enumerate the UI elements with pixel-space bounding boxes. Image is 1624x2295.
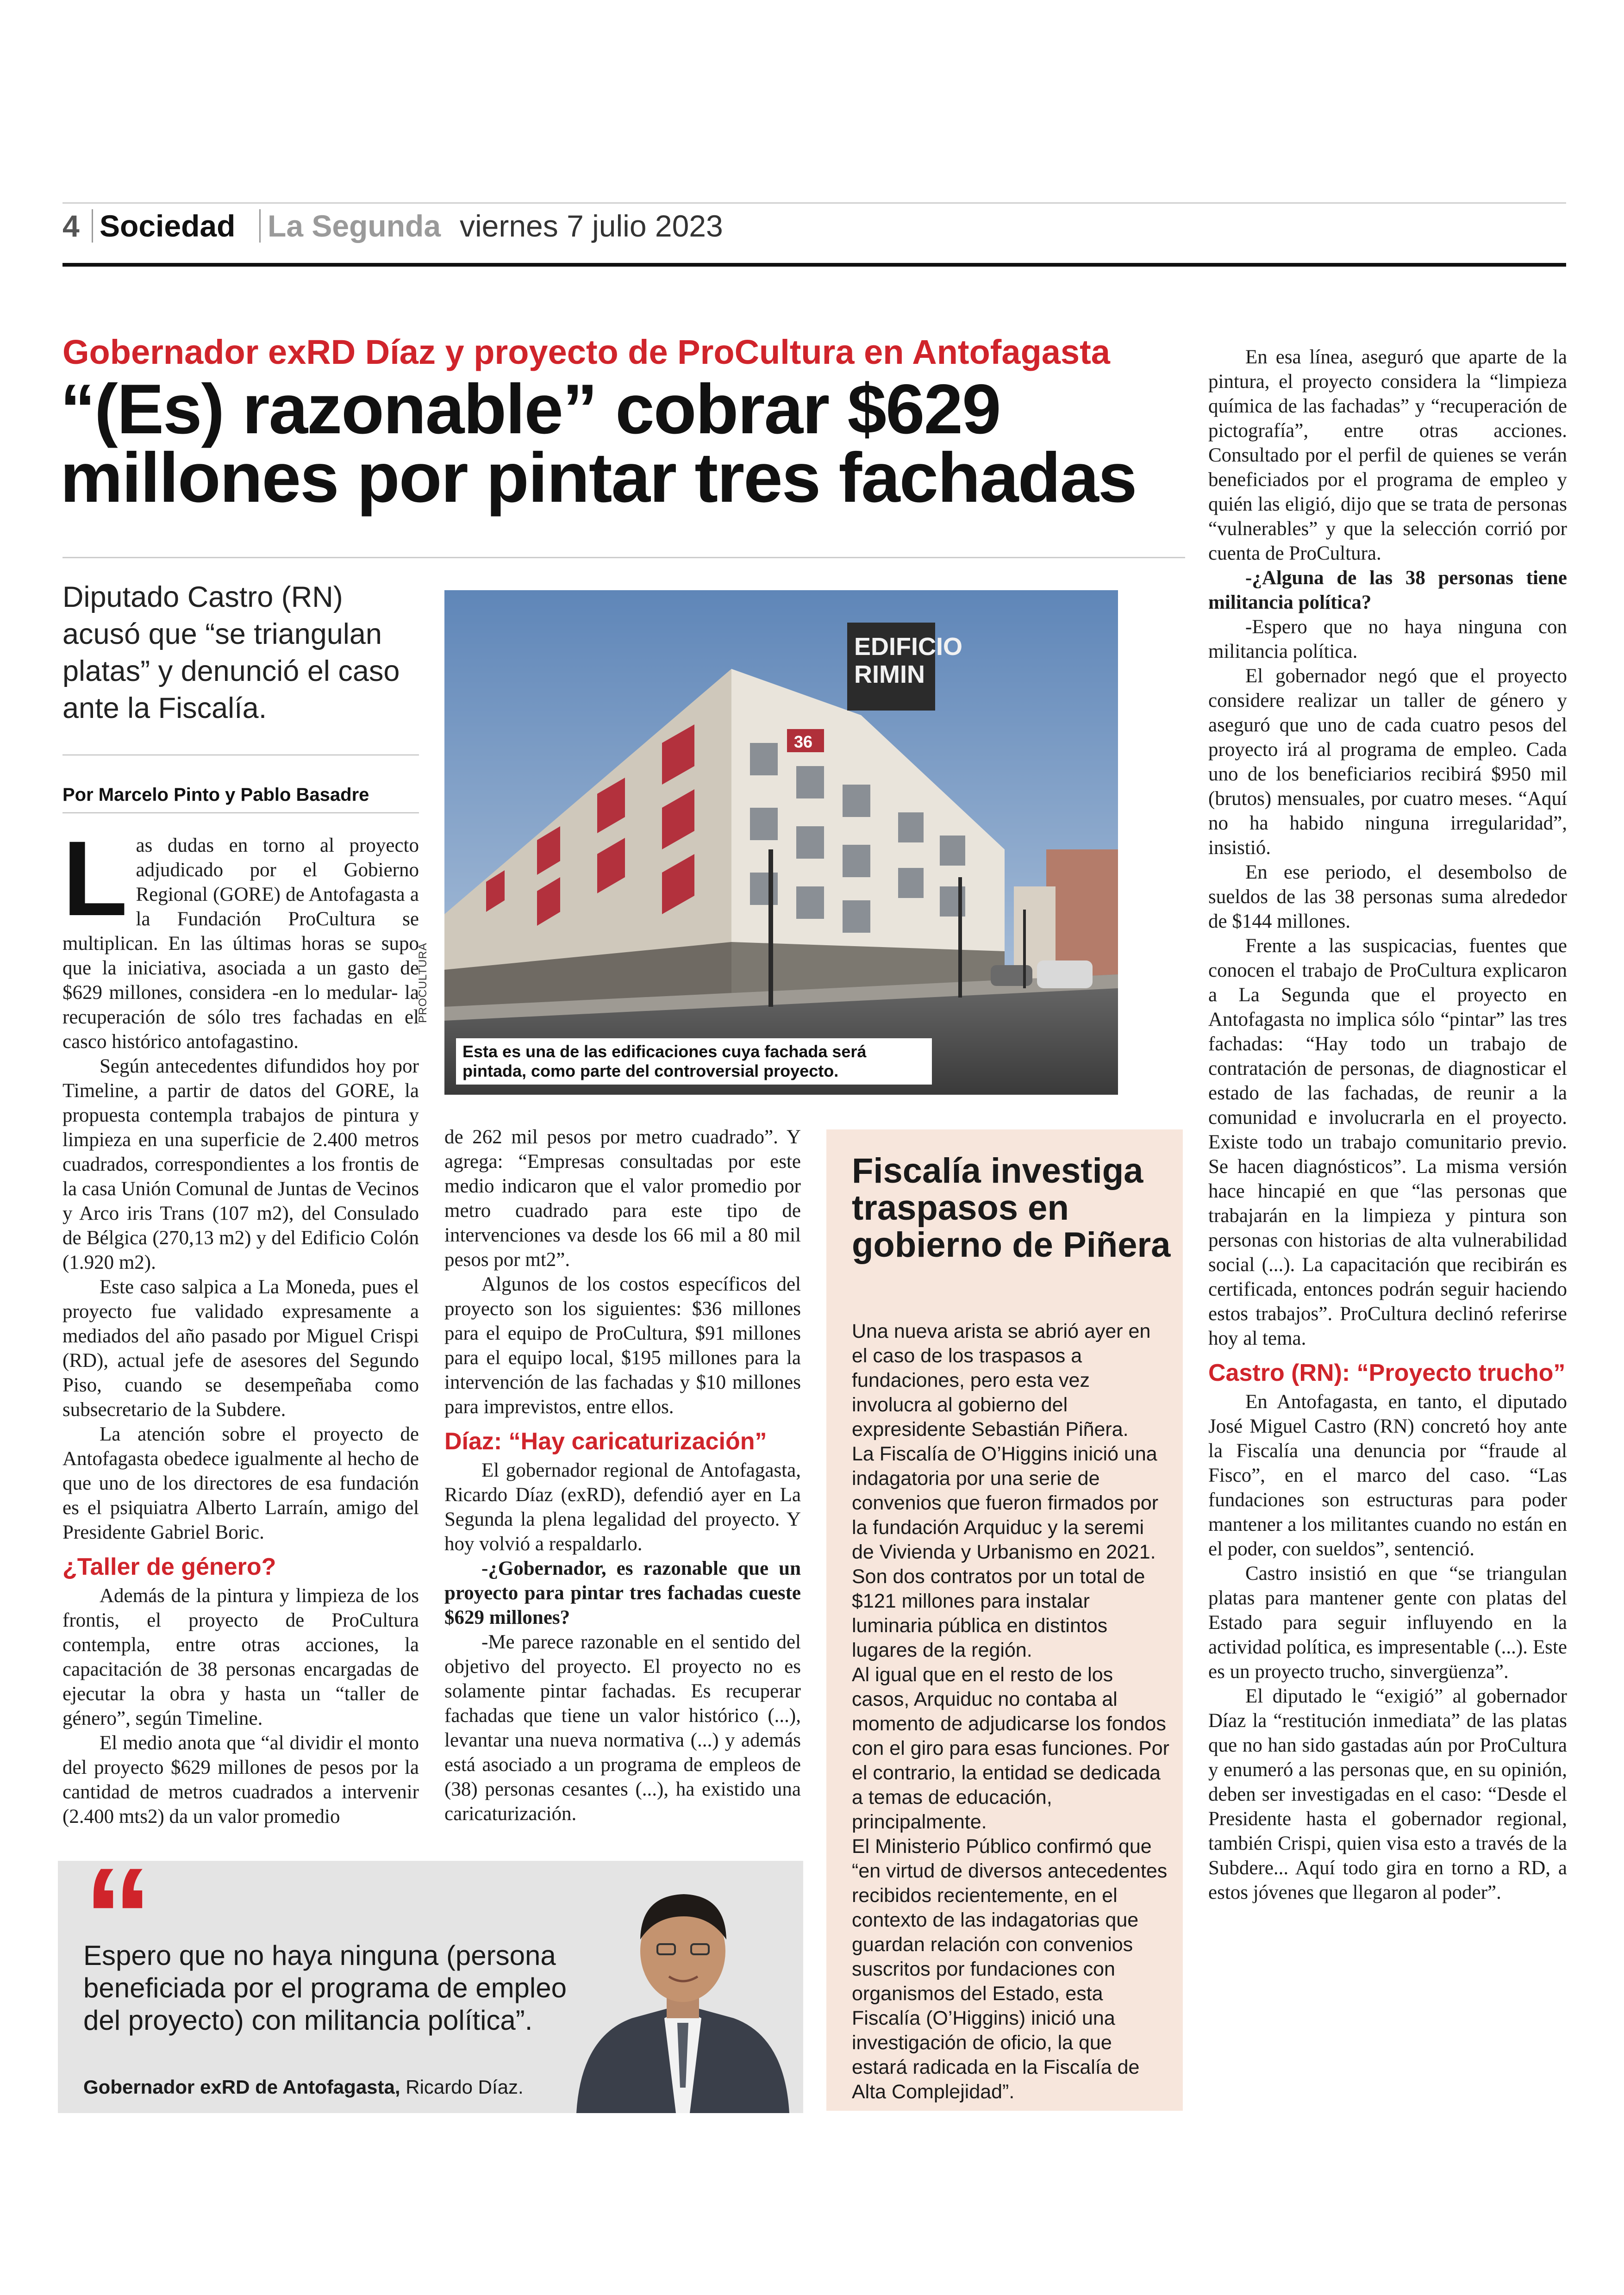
paragraph: Además de la pintura y limpieza de los frontis, el proyecto de ProCultura contempla, entre otras acciones, la capacitación de 38 personas encargadas de ejecutar la obra y hasta un “taller de género”, según Timeline. bbox=[62, 1585, 419, 1729]
photo-sign-text: EDIFICIO bbox=[854, 633, 963, 661]
paragraph: Este caso salpica a La Moneda, pues el proyecto fue validado expresamente a mediados del año pasado por Miguel Crispi (RD), actual jefe de asesores del Segundo Piso, cuando se desempeñaba como subsecretario de la Subdere. bbox=[62, 1276, 419, 1421]
sidebar-paragraph: La Fiscalía de O’Higgins inició una indagatoria por una serie de convenios que fueron firmados por la fundación Arquiduc y la seremi de Vivienda y Urbanismo en 2021. Son dos contratos por un total de $121 millones para instalar luminaria pública en distintos lugares de la región. bbox=[852, 1443, 1159, 1661]
interview-question: -¿Gobernador, es razonable que un proyecto para pintar tres fachadas cueste $629 millones? bbox=[444, 1558, 801, 1628]
sidebar-paragraph: El Ministerio Público confirmó que “en virtud de diversos antecedentes recibidos recientemente, en el contexto de las indagatorias que guardan relación con convenios suscritos por fundaciones con organismos del Estado, esta Fiscalía (O’Higgins) inició una investigación de oficio, la que estará radicada en la Fiscalía de Alta Complejidad”. bbox=[852, 1835, 1168, 2103]
photo-caption: Esta es una de las edificaciones cuya fachada será pintada, como parte del controversial proyecto. bbox=[456, 1038, 932, 1085]
paragraph: En ese periodo, el desembolso de sueldos de las 38 personas suma alrededor de $144 millones. bbox=[1208, 861, 1567, 932]
interview-question: -¿Alguna de las 38 personas tiene militancia política? bbox=[1208, 567, 1567, 613]
photo-credit: PROCULTURA bbox=[417, 942, 429, 1023]
article-column-1 bbox=[62, 819, 419, 1829]
paragraph: El gobernador regional de Antofagasta, Ricardo Díaz (exRD), defendió ayer en La Segunda la plena legalidad del proyecto. Y hoy volvió a respaldarlo. bbox=[444, 1459, 801, 1555]
pullquote-attribution bbox=[83, 2076, 593, 2098]
dropcap: L bbox=[62, 819, 128, 938]
paragraph: Frente a las suspicacias, fuentes que conocen el trabajo de ProCultura explicaron a La Segunda que el proyecto en Antofagasta no implica sólo “pintar” las tres fachadas: “Hay todo un trabajo de contratación de personas, de diagnosticar el estado de las fachadas, de reunir a la comunidad e involucrarla en el proyecto. Existe todo un trabajo comunitario previo. Se hacen diagnósticos”. La misma versión hace hincapié en que “las personas que trabajarán en la limpieza y pintura son personas con historias de alta vulnerabilidad social (...). La capacitación que recibirán es certificada, entonces podrán seguir haciendo estos trabajos”. ProCultura declinó referirse hoy al tema. bbox=[1208, 935, 1567, 1349]
paragraph: as dudas en torno al proyecto adjudicado por el Gobierno Regional (GORE) de Antofagasta a la Fundación ProCultura se multiplican. En las últimas horas se supo que la iniciativa, asociada a un gasto de $629 millones, considera -en lo medular- la recuperación de sólo tres fachadas en el casco histórico antofagastino. bbox=[62, 835, 419, 1053]
pullquote-attribution-title: Gobernador exRD de Antofagasta, bbox=[83, 2076, 400, 2098]
governor-portrait bbox=[562, 1870, 803, 2113]
article-column-4 bbox=[1208, 345, 1567, 1905]
issue-date: viernes 7 julio 2023 bbox=[460, 209, 723, 243]
byline-rule bbox=[62, 812, 419, 813]
photo-sign-text: RIMIN bbox=[854, 661, 925, 688]
article-kicker: Gobernador exRD Díaz y proyecto de ProCultura en Antofagasta bbox=[62, 333, 1110, 371]
byline: Por Marcelo Pinto y Pablo Basadre bbox=[62, 785, 369, 805]
pullquote-text: Espero que no haya ninguna (persona beneficiada por el programa de empleo del proyecto) con militancia política”. bbox=[83, 1940, 567, 2036]
article-headline: “(Es) razonable” cobrar $629 millones por pintar tres fachadas bbox=[60, 370, 1137, 517]
quote-mark-icon: “ bbox=[83, 1839, 153, 1994]
subhead-castro: Castro (RN): “Proyecto trucho” bbox=[1208, 1360, 1566, 1386]
masthead-separator bbox=[92, 209, 93, 243]
paragraph: En Antofagasta, en tanto, el diputado José Miguel Castro (RN) concretó hoy ante la Fiscalía una denuncia por “fraude al Fisco”, en el marco del caso. “Las fundaciones son estructuras para poder mantener a los militantes cuando no están en el poder, con sueldos”, sentenció. bbox=[1208, 1391, 1567, 1560]
article-column-2 bbox=[444, 1125, 801, 1826]
section-name: Sociedad bbox=[100, 209, 236, 243]
pullquote-attribution-name: Ricardo Díaz. bbox=[406, 2076, 524, 2098]
paragraph: La atención sobre el proyecto de Antofagasta obedece igualmente al hecho de que uno de los directores de esa fundación es el psiquiatra Alberto Larraín, amigo del Presidente Gabriel Boric. bbox=[62, 1423, 419, 1543]
masthead-separator bbox=[259, 209, 261, 243]
sidebar-body bbox=[852, 1319, 1171, 2104]
paragraph: Algunos de los costos específicos del proyecto son los siguientes: $36 millones para el equipo de ProCultura, $91 millones para el equipo local, $195 millones para la intervención de las fachadas y $10 millones para imprevistos, entre ellos. bbox=[444, 1273, 801, 1418]
paragraph: El gobernador negó que el proyecto considere realizar un taller de género y aseguró que uno de cada cuatro pesos del proyecto irá al programa de empleo. Cada uno de los beneficiarios recibirá $950 mil (brutos) mensuales, por cuatro meses. “Aquí no ha habido ninguna irregularidad”, insistió. bbox=[1208, 665, 1567, 859]
paragraph: -Me parece razonable en el sentido del objetivo del proyecto. El proyecto no es solamente pintar fachadas. Es recuperar fachadas que tiene un valor histórico (...), levantar una nueva normativa (...) y además está asociado a un programa de empleos de (38) personas cesantes (...), ha existido una caricaturización. bbox=[444, 1631, 801, 1825]
paragraph: Según antecedentes difundidos hoy por Timeline, a partir de datos del GORE, la propuesta contempla trabajos de pintura y limpieza en una superficie de 2.400 metros cuadrados, correspondientes a los frontis de la casa Unión Comunal de Juntas de Vecinos y Arco iris Trans (107 m2), del Consulado de Bélgica (270,13 m2) y del Edificio Colón (1.920 m2). bbox=[62, 1055, 419, 1273]
building-photo bbox=[444, 590, 1118, 1095]
sidebar-paragraph: Al igual que en el resto de los casos, Arquiduc no contaba al momento de adjudicarse los fondos con el giro para esas funciones. Por el contrario, la entidad se dedicada a temas de educación, principalmente. bbox=[852, 1664, 1170, 1833]
paragraph: -Espero que no haya ninguna con militancia política. bbox=[1208, 616, 1567, 662]
newspaper-name: La Segunda bbox=[268, 209, 441, 243]
paragraph: Castro insistió en que “se triangulan platas para mantener gente con platas del Estado para seguir influyendo en la actividad política, es impresentable (...). Este es un proyecto trucho, sinvergüenza”. bbox=[1208, 1563, 1567, 1683]
paragraph: El medio anota que “al dividir el monto del proyecto $629 millones de pesos por la cantidad de metros cuadrados a intervenir (2.400 mts2) da un valor promedio bbox=[62, 1732, 419, 1827]
sidebar-paragraph: Una nueva arista se abrió ayer en el caso de los traspasos a fundaciones, pero esta vez involucra al gobierno del expresidente Sebastián Piñera. bbox=[852, 1320, 1151, 1441]
photo-sign-number: 36 bbox=[794, 732, 813, 751]
paragraph: El diputado le “exigió” al gobernador Díaz la “restitución inmediata” de las platas que no han sido gastadas aún por ProCultura y enumeró a las personas que, en su opinión, deben ser investigadas en el caso: “Desde el Presidente hasta el gobernador regional, también Crispi, quien visa esto a través de la Subdere... Aquí todo gira en torno a RD, a estos jóvenes que llegaron al poder”. bbox=[1208, 1685, 1567, 1903]
page-number: 4 bbox=[62, 209, 80, 243]
subhead-diaz: Díaz: “Hay caricaturización” bbox=[444, 1428, 767, 1455]
subhead-taller-genero: ¿Taller de género? bbox=[62, 1553, 276, 1580]
article-deck: Diputado Castro (RN) acusó que “se triangulan platas” y denunció el caso ante la Fiscalía. bbox=[62, 581, 400, 724]
masthead-top-rule bbox=[62, 202, 1566, 204]
masthead-bottom-rule bbox=[62, 263, 1566, 267]
sidebar-title: Fiscalía investiga traspasos en gobierno de Piñera bbox=[852, 1151, 1171, 1265]
paragraph: En esa línea, aseguró que aparte de la pintura, el proyecto considera la “limpieza química de las fachadas” y “recuperación de pictografía”, entre otras acciones. Consultado por el perfil de quienes se verán beneficiados por el programa de empleo y quién las eligió, dijo que se trata de personas “vulnerables” y que la selección corrió por cuenta de ProCultura. bbox=[1208, 346, 1567, 564]
paragraph: de 262 mil pesos por metro cuadrado”. Y agrega: “Empresas consultadas por este medio indicaron que el valor promedio por metro cuadrado para este tipo de intervenciones va desde los 66 mil a 80 mil pesos por mt2”. bbox=[444, 1126, 801, 1271]
headline-rule bbox=[62, 557, 1185, 558]
